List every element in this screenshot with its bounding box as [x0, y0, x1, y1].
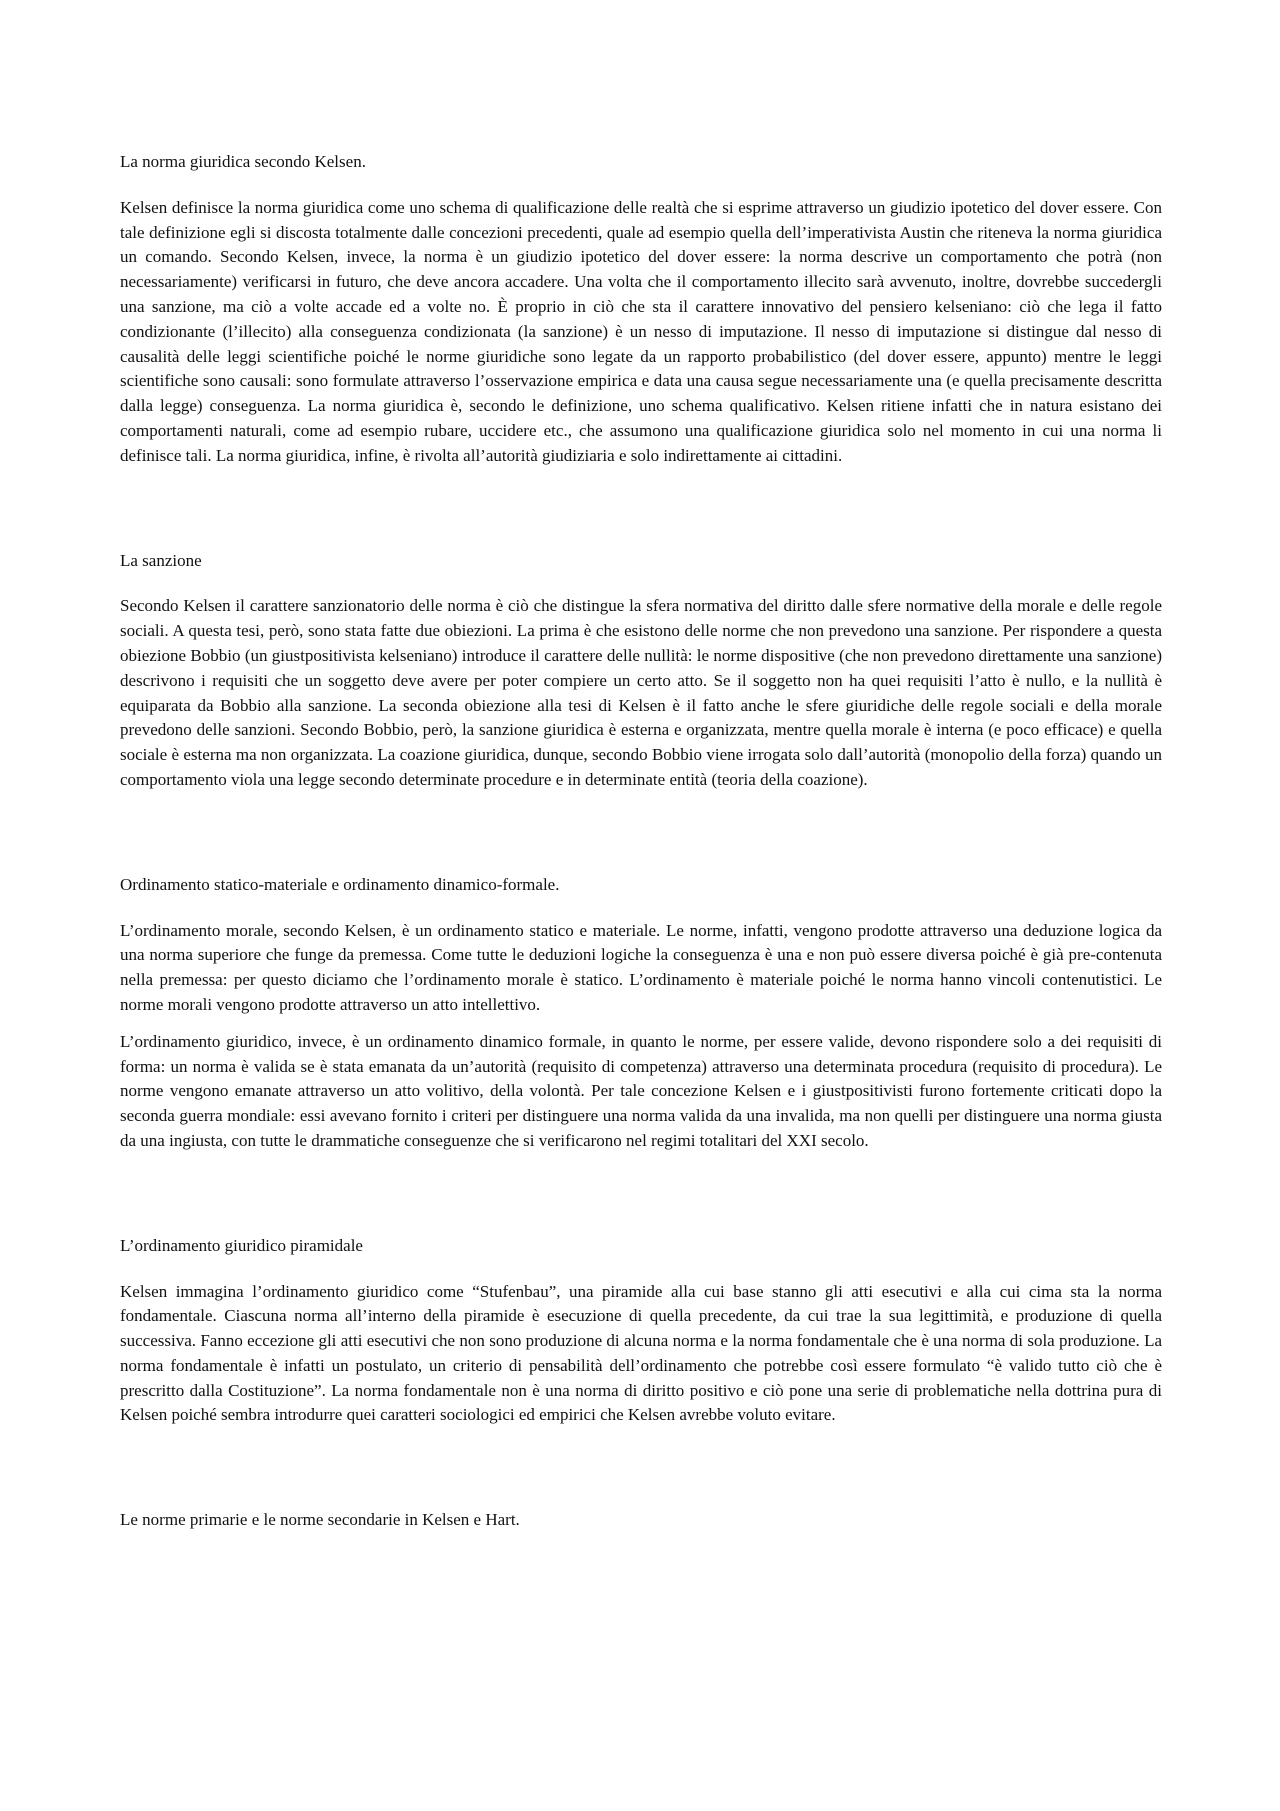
paragraph: Kelsen definisce la norma giuridica come uno schema di qualificazione delle realtà che si esprime attraverso un giudizio ipotetico del dover essere. Con tale definizione egli si discosta totalmente dalle concezioni precedenti, quale ad esempio quella dell’imperativista Austin che riteneva la norma giuridica un comando. Secondo Kelsen, invece, la norma è un giudizio ipotetico del dover essere: la norma descrive un comportamento che potrà (non necessariamente) verificarsi in futuro, che deve ancora accadere. Una volta che il comportamento illecito sarà avvenuto, inoltre, dovrebbe succedergli una sanzione, ma ciò a volte accade ed a volte no. È proprio in ciò che sta il carattere innovativo del pensiero kelseniano: ciò che lega il fatto condizionante (l’illecito) alla conseguenza condizionata (la sanzione) è un nesso di imputazione. Il nesso di imputazione si distingue dal nesso di causalità delle leggi scientifiche poiché le norme giuridiche sono legate da un rapporto probabilistico (del dover essere, appunto) mentre le leggi scientifiche sono causali: sono formulate attraverso l’osservazione empirica e data una causa segue necessariamente una (e quella precisamente descritta dalla legge) conseguenza. La norma giuridica è, secondo le definizione, uno schema qualificativo. Kelsen ritiene infatti che in natura esistano dei comportamenti naturali, come ad esempio rubare, uccidere etc., che assumono una qualificazione giuridica solo nel momento in cui una norma li definisce tali. La norma giuridica, infine, è rivolta all’autorità giudiziaria e solo indirettamente ai cittadini. — [120, 197, 1162, 465]
section-heading: Le norme primarie e le norme secondarie in Kelsen e Hart. — [120, 1510, 520, 1530]
section-norme-primarie-secondarie — [120, 1508, 1162, 1533]
section-sanzione — [120, 549, 1162, 793]
section-heading: La norma giuridica secondo Kelsen. — [120, 152, 366, 171]
document-page — [120, 150, 1162, 1533]
section-norma-giuridica — [120, 150, 1162, 469]
section-heading: Ordinamento statico-materiale e ordinamento dinamico-formale. — [120, 874, 560, 894]
paragraph: Secondo Kelsen il carattere sanzionatorio delle norma è ciò che distingue la sfera normativa del diritto dalle sfere normative della morale e delle regole sociali. A questa tesi, però, sono stata fatte due obiezioni. La prima è che esistono delle norme che non prevedono una sanzione. Per rispondere a questa obiezione Bobbio (un giustpositivista kelseniano) introduce il carattere delle nullità: le norme dispositive (che non prevedono direttamente una sanzione) descrivono i requisiti che un soggetto deve avere per poter compiere un certo atto. Se il soggetto non ha quei requisiti l’atto è nullo, e la nullità è equiparata da Bobbio alla sanzione. La seconda obiezione alla tesi di Kelsen è il fatto anche le sfere giuridiche delle regole sociali e della morale prevedono delle sanzioni. Secondo Bobbio, però, la sanzione giuridica è esterna e organizzata, mentre quella morale è interna (e poco efficace) e quella sociale è esterna ma non organizzata. La coazione giuridica, dunque, secondo Bobbio viene irrogata solo dall’autorità (monopolio della forza) quando un comportamento viola una legge secondo determinate procedure e in determinate entità (teoria della coazione). — [120, 596, 1162, 789]
paragraph: L’ordinamento morale, secondo Kelsen, è un ordinamento statico e materiale. Le norme, infatti, vengono prodotte attraverso una deduzione logica da una norma superiore che funge da premessa. Come tutte le deduzioni logiche la conseguenza è una e non può essere diversa poiché è già pre-contenuta nella premessa: per questo diciamo che l’ordinamento morale è statico. L’ordinamento è materiale poiché le norma hanno vincoli contenutistici. Le norme morali vengono prodotte attraverso un atto intellettivo. — [120, 920, 1162, 1014]
section-ordinamento-piramidale — [120, 1234, 1162, 1429]
paragraph: L’ordinamento giuridico, invece, è un ordinamento dinamico formale, in quanto le norme, per essere valide, devono rispondere solo a dei requisiti di forma: un norma è valida se è stata emanata da un’autorità (requisito di competenza) attraverso una determinata procedura (requisito di procedura). Le norme vengono emanate attraverso un atto volitivo, della volontà. Per tale concezione Kelsen e i giustpositivisti furono fortemente criticati dopo la seconda guerra mondiale: essi avevano fornito i criteri per distinguere una norma valida da una invalida, ma non quelli per distinguere una norma giusta da una ingiusta, con tutte le drammatiche conseguenze che si verificarono nel regimi totalitari del XXI secolo. — [120, 1031, 1162, 1150]
section-heading: L’ordinamento giuridico piramidale — [120, 1235, 363, 1255]
section-heading: La sanzione — [120, 550, 202, 570]
section-ordinamento-statico-dinamico — [120, 873, 1162, 1154]
paragraph: Kelsen immagina l’ordinamento giuridico come “Stufenbau”, una piramide alla cui base stanno gli atti esecutivi e alla cui cima sta la norma fondamentale. Ciascuna norma all’interno della piramide è esecuzione di quella precedente, da cui trae la sua legittimità, e produzione di quella successiva. Fanno eccezione gli atti esecutivi che non sono produzione di alcuna norma e la norma fondamentale che è una norma di sola produzione. La norma fondamentale è infatti un postulato, un criterio di pensabilità dell’ordinamento che potrebbe così essere formulato “è valido tutto ciò che è prescritto dalla Costituzione”. La norma fondamentale non è una norma di diritto positivo e ciò pone una serie di problematiche nella dottrina pura di Kelsen poiché sembra introdurre quei caratteri sociologici ed empirici che Kelsen avrebbe voluto evitare. — [120, 1281, 1162, 1425]
